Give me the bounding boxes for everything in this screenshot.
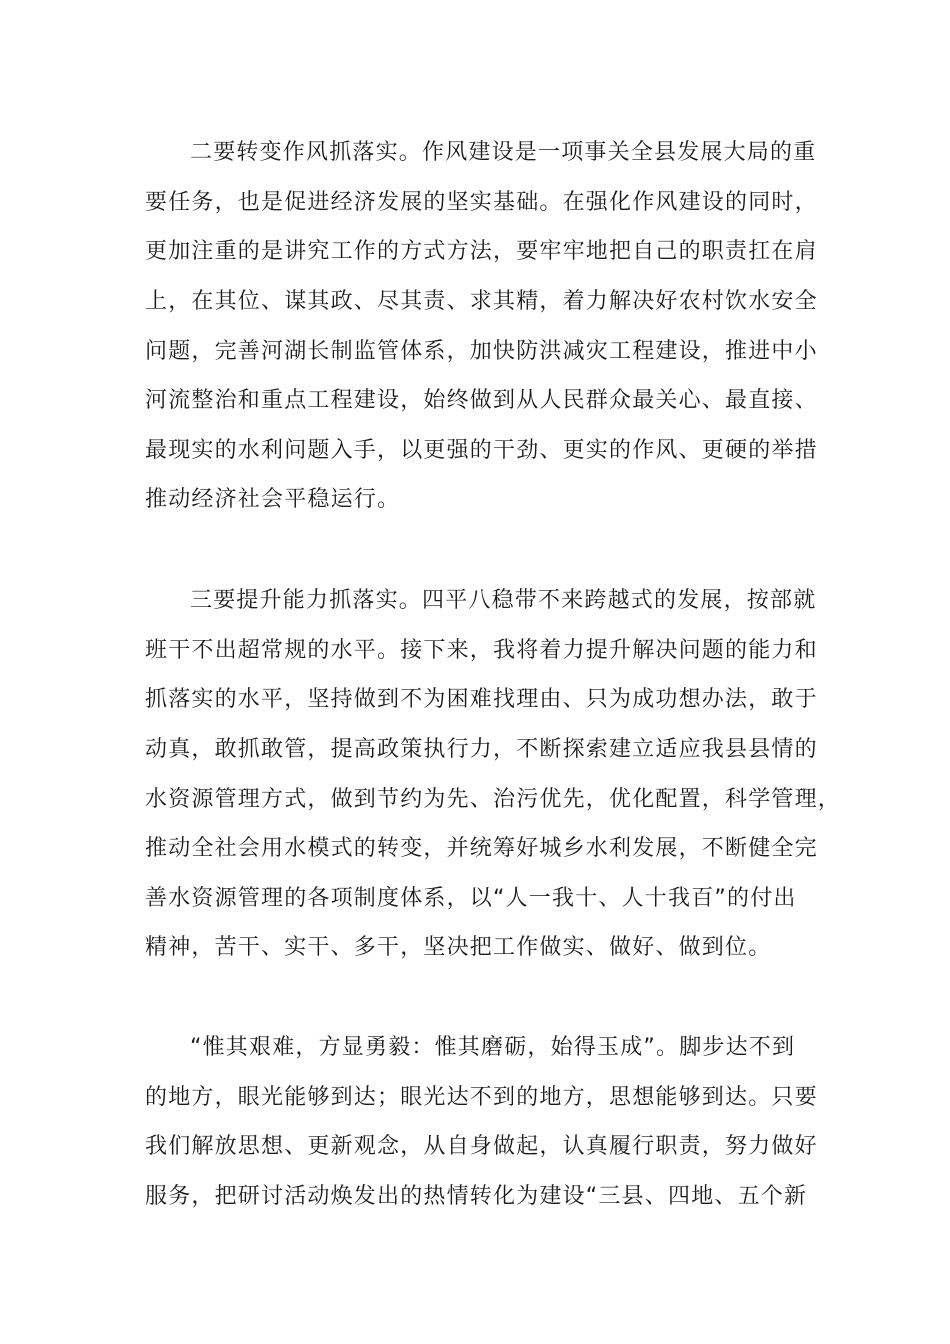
text-line: 上，在其位、谋其政、尽其责、求其精，着力解决好农村饮水安全 (145, 289, 818, 314)
text-line: 推动经济社会平稳运行。 (145, 487, 401, 512)
text-line: 二要转变作风抓落实。作风建设是一项事关全县发展大局的重 (190, 140, 817, 165)
text-line: “惟其艰难，方显勇毅：惟其磨砺，始得玉成”。脚步达不到 (190, 1035, 796, 1060)
text-line: 要任务，也是促进经济发展的坚实基础。在强化作风建设的同时， (145, 190, 818, 215)
text-line: 推动全社会用水模式的转变，并统筹好城乡水利发展，不断健全完 (145, 836, 818, 861)
text-line: 水资源管理方式，做到节约为先、治污优先，优化配置，科学管理， (145, 787, 842, 812)
text-line: 班干不出超常规的水平。接下来，我将着力提升解决问题的能力和 (145, 638, 818, 663)
text-line: 善水资源管理的各项制度体系，以“人一我十、人十我百”的付出 (145, 886, 797, 911)
text-line: 最现实的水利问题入手，以更强的干劲、更实的作风、更硬的举措 (145, 438, 818, 463)
text-line: 更加注重的是讲究工作的方式方法，要牢牢地把自己的职责扛在肩 (145, 239, 818, 264)
text-line: 抓落实的水平，坚持做到不为困难找理由、只为成功想办法，敢于 (145, 687, 818, 712)
text-line: 精神，苦干、实干、多干，坚决把工作做实、做好、做到位。 (145, 935, 772, 960)
text-line: 我们解放思想、更新观念，从自身做起，认真履行职责，努力做好 (145, 1134, 818, 1159)
text-line: 的地方，眼光能够到达；眼光达不到的地方，思想能够到达。只要 (145, 1085, 818, 1110)
text-line: 三要提升能力抓落实。四平八稳带不来跨越式的发展，按部就 (190, 588, 817, 613)
text-line: 服务，把研讨活动焕发出的热情转化为建设“三县、四地、五个新 (145, 1184, 808, 1209)
text-line: 河流整治和重点工程建设，始终做到从人民群众最关心、最直接、 (145, 388, 818, 413)
text-line: 动真，敢抓敢管，提高政策执行力，不断探索建立适应我县县情的 (145, 737, 818, 762)
text-line: 问题，完善河湖长制监管体系，加快防洪减灾工程建设，推进中小 (145, 339, 818, 364)
